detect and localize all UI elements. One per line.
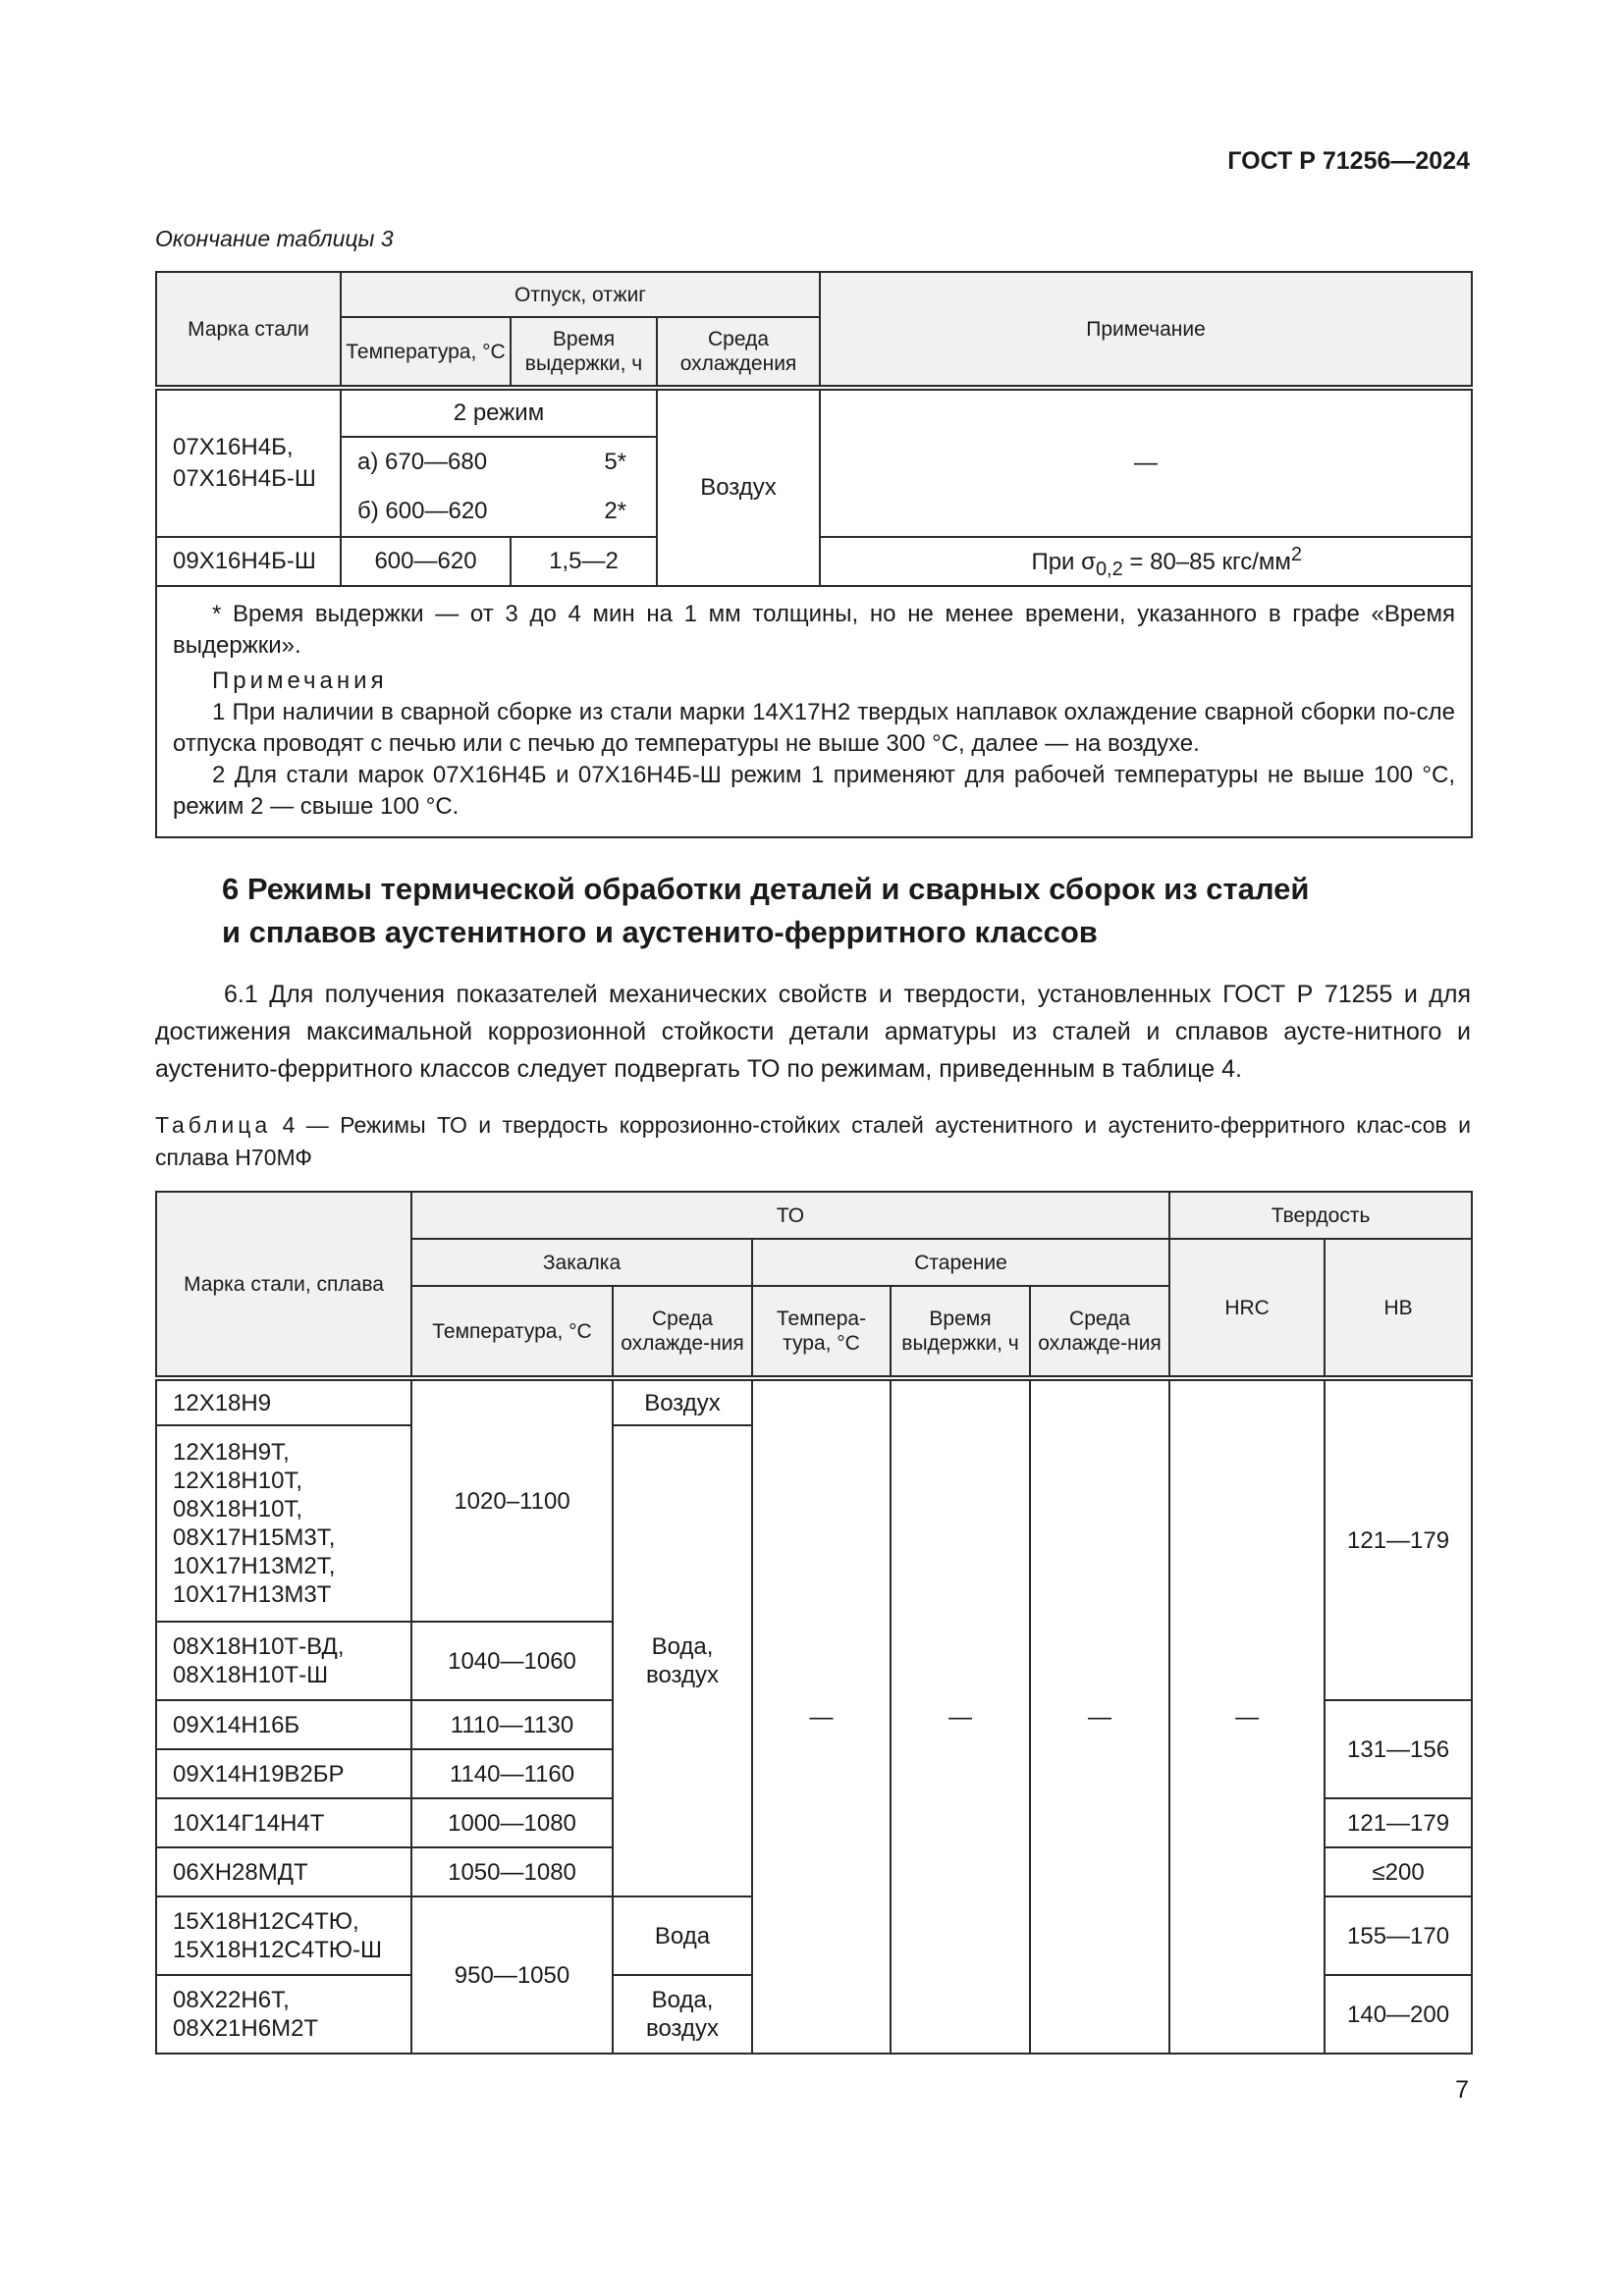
t3-header-grade: Марка стали xyxy=(156,272,341,388)
t4-grade-row-4: 09Х14Н16Б xyxy=(156,1700,411,1749)
t4-hb-row-9: 140—200 xyxy=(1325,1975,1472,2054)
t3-time-2: 1,5—2 xyxy=(511,537,657,586)
t4-header-aging: Старение xyxy=(752,1239,1169,1286)
t4-quench-medium-row-9: Вода, воздух xyxy=(613,1975,752,2054)
t3-temp-2: 600—620 xyxy=(341,537,511,586)
t4-aging-medium: — xyxy=(1030,1378,1169,2054)
t4-header-aging-temp: Темпера-тура, °С xyxy=(752,1286,891,1378)
t3-footnote: * Время выдержки — от 3 до 4 мин на 1 мм толщины, но не менее времени, указанного в графе «Время выдержки». xyxy=(173,601,1456,659)
t3-medium: Воздух xyxy=(657,388,820,586)
t4-hb-group-2: 131—156 xyxy=(1325,1700,1472,1798)
section-6-title-line-2: и сплавов аустенитного и аустенито-ферритного классов xyxy=(222,915,1098,949)
t4-grade-row-5: 09Х14Н19В2БР xyxy=(156,1749,411,1798)
t3-note-2: При $\sigma_{0,2} = 80-85$ кгс/$мм^2$ xyxy=(820,537,1472,586)
t3-mode-b-temp: б) 600—620 xyxy=(357,498,488,524)
t4-quench-temp-group-3: 950—1050 xyxy=(411,1896,613,2054)
t3-note-item-2: 2 Для стали марок 07Х16Н4Б и 07Х16Н4Б-Ш режим 1 применяют для рабочей температуры не выше 100 °С, режим 2 — свыше 100 °С. xyxy=(173,762,1456,820)
t4-quench-temp-group-1: 1020–1100 xyxy=(411,1378,613,1622)
t4-quench-temp-row-6: 1000—1080 xyxy=(411,1798,613,1847)
section-6-heading xyxy=(222,868,1459,954)
t4-header-quench: Закалка xyxy=(411,1239,752,1286)
table-4-caption xyxy=(155,1109,1471,1174)
t3-mode-a-temp: а) 670—680 xyxy=(357,449,488,475)
table-4-caption-text: 4 — Режимы ТО и твердость коррозионно-стойких сталей аустенитного и аустенито-ферритного клас-сов и сплава Н70МФ xyxy=(155,1112,1471,1170)
t3-mode-a-time: 5* xyxy=(604,449,626,475)
t4-header-hb: НВ xyxy=(1325,1239,1472,1378)
t3-header-note: Примечание xyxy=(820,272,1472,388)
t3-mode-2: 2 режим xyxy=(341,388,657,437)
document-id: ГОСТ Р 71256—2024 xyxy=(1227,147,1470,175)
t4-quench-medium-air: Воздух xyxy=(613,1378,752,1425)
t4-hb-row-8: 155—170 xyxy=(1325,1896,1472,1975)
t4-grade-row-2: 12Х18Н9Т, 12Х18Н10Т, 08Х18Н10Т, 08Х17Н15М3Т, 10Х17Н13М2Т, 10Х17Н13М3Т xyxy=(156,1425,411,1622)
t3-mode-b-time: 2* xyxy=(604,498,626,524)
t4-header-grade: Марка стали, сплава xyxy=(156,1192,411,1378)
t3-mode-b xyxy=(342,487,656,536)
page-number: 7 xyxy=(1455,2076,1469,2104)
t4-hb-group-1: 121—179 xyxy=(1325,1378,1472,1700)
table-4 xyxy=(155,1191,1473,2055)
t4-grade-row-6: 10Х14Г14Н4Т xyxy=(156,1798,411,1847)
t4-aging-temp: — xyxy=(752,1378,891,2054)
paragraph-6-1: 6.1 Для получения показателей механических свойств и твердости, установленных ГОСТ Р 71255 и для достижения максимальной коррозионной стойкости детали арматуры из сталей и сплавов аусте-нитного и аустенито-ферритного классов следует подвергать ТО по режимам, приведенным в таблице 4. xyxy=(155,981,1471,1083)
t4-header-hrc: HRC xyxy=(1169,1239,1325,1378)
t3-header-temp: Температура, °С xyxy=(341,317,511,388)
t4-quench-temp-row-5: 1140—1160 xyxy=(411,1749,613,1798)
section-6-title-line-1: 6 Режимы термической обработки деталей и сварных сборок из сталей xyxy=(222,872,1310,906)
t3-note-item-1: 1 При наличии в сварной сборке из стали марки 14Х17Н2 твердых наплавок охлаждение сварной сборки по-сле отпуска проводят с печью или с печью до температуры не выше 300 °С, далее — на воздухе. xyxy=(173,699,1456,757)
t4-quench-medium-row-8: Вода xyxy=(613,1896,752,1975)
t4-header-aging-medium: Среда охлажде-ния xyxy=(1030,1286,1169,1378)
t4-quench-temp-row-7: 1050—1080 xyxy=(411,1847,613,1896)
t4-header-hardness: Твердость xyxy=(1169,1192,1472,1239)
t4-aging-time: — xyxy=(891,1378,1030,2054)
t4-quench-temp-row-3: 1040—1060 xyxy=(411,1622,613,1700)
t3-modes-cell xyxy=(341,437,657,537)
t4-quench-temp-row-4: 1110—1130 xyxy=(411,1700,613,1749)
t3-header-group: Отпуск, отжиг xyxy=(341,272,820,317)
t4-grade-row-3: 08Х18Н10Т-ВД, 08Х18Н10Т-Ш xyxy=(156,1622,411,1700)
t3-notes-title: Примечания xyxy=(212,667,388,694)
table-continuation-label: Окончание таблицы 3 xyxy=(155,226,394,251)
t4-hrc: — xyxy=(1169,1378,1325,2054)
t3-header-time: Время выдержки, ч xyxy=(511,317,657,388)
t3-grade-1: 07Х16Н4Б, 07Х16Н4Б-Ш xyxy=(156,388,341,537)
t3-note-1: — xyxy=(820,388,1472,537)
t4-grade-row-1: 12Х18Н9 xyxy=(156,1378,411,1425)
t3-header-medium: Среда охлаждения xyxy=(657,317,820,388)
t4-hb-row-7: ≤200 xyxy=(1325,1847,1472,1896)
t4-header-to: ТО xyxy=(411,1192,1169,1239)
t3-notes xyxy=(156,586,1472,837)
table-4-caption-label: Таблица xyxy=(155,1112,272,1138)
t4-quench-medium-water-air: Вода, воздух xyxy=(613,1425,752,1896)
t4-grade-row-9: 08Х22Н6Т, 08Х21Н6М2Т xyxy=(156,1975,411,2054)
t4-header-aging-time: Время выдержки, ч xyxy=(891,1286,1030,1378)
t3-mode-a xyxy=(342,438,656,487)
t4-grade-row-8: 15Х18Н12С4ТЮ, 15Х18Н12С4ТЮ-Ш xyxy=(156,1896,411,1975)
t4-hb-row-6: 121—179 xyxy=(1325,1798,1472,1847)
t4-header-quench-medium: Среда охлажде-ния xyxy=(613,1286,752,1378)
table-3 xyxy=(155,271,1473,838)
t4-header-quench-temp: Температура, °С xyxy=(411,1286,613,1378)
t3-grade-2: 09Х16Н4Б-Ш xyxy=(156,537,341,586)
t4-grade-row-7: 06ХН28МДТ xyxy=(156,1847,411,1896)
